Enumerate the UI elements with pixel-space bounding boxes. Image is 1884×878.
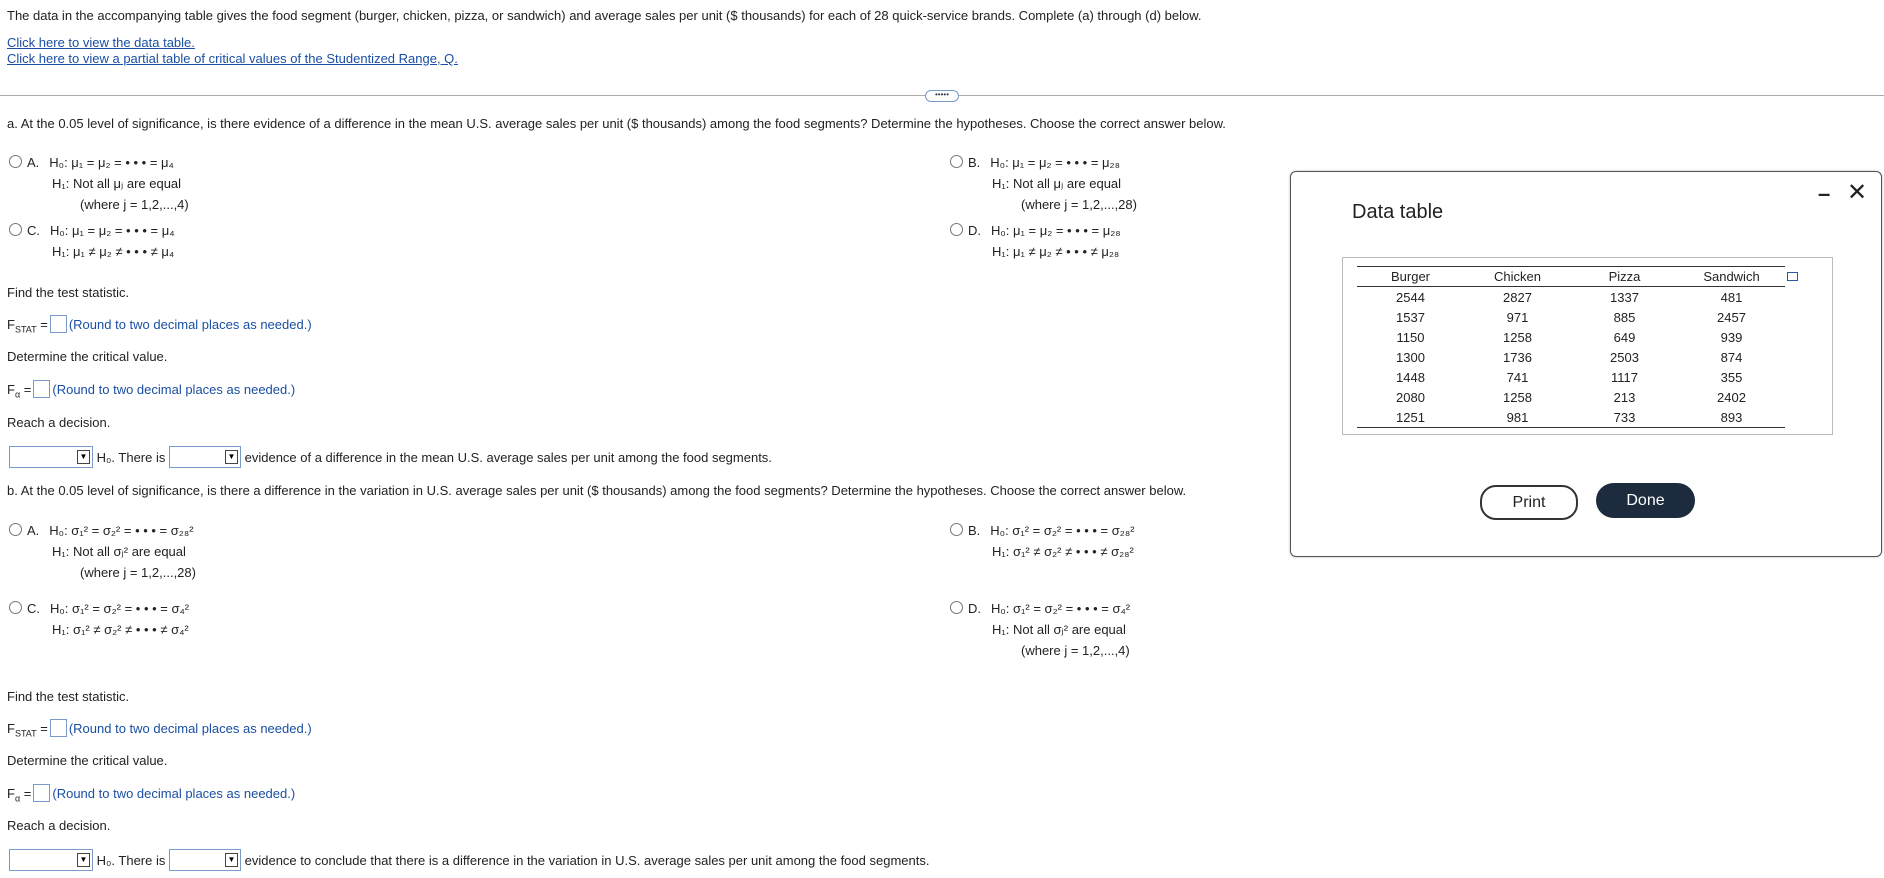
part-a-falpha-row: $F_\alpha$ = (Round to two decimal places as needed.)	[7, 382, 296, 400]
data-table-dialog	[1290, 171, 1882, 557]
falpha-input[interactable]	[33, 784, 50, 802]
part-b-decision-label: Reach a decision.	[7, 818, 111, 833]
table-cell: 1736	[1503, 349, 1532, 365]
table-cell: 649	[1613, 329, 1636, 345]
evidence-dropdown[interactable]	[169, 849, 241, 871]
table-row	[1357, 347, 1785, 367]
dropdown-arrow-icon[interactable]: ▼	[77, 450, 90, 464]
data-table	[1357, 266, 1785, 428]
table-cell: 481	[1720, 289, 1743, 305]
column-header: Burger	[1357, 267, 1464, 287]
table-cell: 2457	[1717, 309, 1746, 325]
part-b-crit-label: Determine the critical value.	[7, 753, 168, 768]
part-b-fstat-row: $F_{STAT}$ = (Round to two decimal places as needed.)	[7, 721, 312, 739]
part-b-falpha-row: $F_\alpha$ = (Round to two decimal places as needed.)	[7, 786, 296, 804]
radio-icon[interactable]	[950, 223, 963, 236]
part-a-option-a[interactable]: A. H₀: μ₁ = μ₂ = • • • = μ₄ H₁: Not all μⱼ are equal (where j = 1,2,...,4)	[9, 152, 189, 215]
table-cell: 733	[1571, 407, 1678, 428]
part-a-option-c[interactable]: C. H₀: μ₁ = μ₂ = • • • = μ₄ H₁: μ₁ ≠ μ₂ ≠ • • • ≠ μ₄	[9, 220, 175, 262]
table-cell: 1300	[1396, 349, 1425, 365]
copy-icon[interactable]	[1787, 272, 1798, 281]
table-cell: 1258	[1503, 389, 1532, 405]
dropdown-arrow-icon[interactable]: ▼	[77, 853, 90, 867]
column-header: Sandwich	[1678, 267, 1785, 287]
radio-icon[interactable]	[9, 601, 22, 614]
table-cell: 2402	[1717, 389, 1746, 405]
part-a-prompt: a. At the 0.05 level of significance, is there evidence of a difference in the mean U.S. average sales per unit ($ thousands) among the food segments? Determine the hypotheses. Choose the correct answer below.	[7, 116, 1226, 131]
table-row	[1357, 407, 1785, 428]
radio-icon[interactable]	[950, 155, 963, 168]
dropdown-arrow-icon[interactable]: ▼	[225, 450, 238, 464]
table-cell: 2503	[1610, 349, 1639, 365]
dropdown-arrow-icon[interactable]: ▼	[225, 853, 238, 867]
table-cell: 1117	[1611, 369, 1638, 385]
table-row	[1357, 327, 1785, 347]
close-icon[interactable]: ✕	[1847, 179, 1868, 206]
table-cell: 1150	[1396, 329, 1425, 345]
table-cell: 1251	[1357, 407, 1464, 428]
part-b-option-b[interactable]: B. H₀: σ₁² = σ₂² = • • • = σ₂₈² H₁: σ₁² ≠ σ₂² ≠ • • • ≠ σ₂₈²	[950, 520, 1135, 562]
radio-icon[interactable]	[950, 523, 963, 536]
part-b-prompt: b. At the 0.05 level of significance, is there a difference in the variation in U.S. average sales per unit ($ thousands) among the food segments? Determine the hypotheses. Choose the correct answer below.	[7, 483, 1187, 498]
table-cell: 874	[1720, 349, 1743, 365]
table-row	[1357, 287, 1785, 308]
table-cell: 355	[1720, 369, 1743, 385]
part-a-crit-label: Determine the critical value.	[7, 349, 168, 364]
table-cell: 2544	[1396, 289, 1425, 305]
table-cell: 213	[1613, 389, 1636, 405]
radio-icon[interactable]	[9, 523, 22, 536]
table-cell: 1448	[1396, 369, 1425, 385]
table-cell: 2080	[1396, 389, 1425, 405]
radio-icon[interactable]	[9, 155, 22, 168]
falpha-input[interactable]	[33, 380, 50, 398]
dialog-title: Data table	[1352, 201, 1444, 223]
table-row	[1357, 387, 1785, 407]
expand-toggle[interactable]: •••••	[925, 90, 959, 102]
part-b-option-d[interactable]: D. H₀: σ₁² = σ₂² = • • • = σ₄² H₁: Not all σⱼ² are equal (where j = 1,2,...,4)	[950, 598, 1130, 661]
done-button[interactable]: Done	[1596, 483, 1695, 518]
intro-text: The data in the accompanying table gives the food segment (burger, chicken, pizza, or sandwich) and average sales per unit ($ thousands) for each of 28 quick-service brands. Complete (a) through (d) below.	[7, 8, 1202, 23]
table-row	[1357, 367, 1785, 387]
table-cell: 971	[1506, 309, 1529, 325]
table-cell: 893	[1678, 407, 1785, 428]
table-cell: 981	[1464, 407, 1571, 428]
part-a-option-d[interactable]: D. H₀: μ₁ = μ₂ = • • • = μ₂₈ H₁: μ₁ ≠ μ₂ ≠ • • • ≠ μ₂₈	[950, 220, 1121, 262]
part-a-decision-label: Reach a decision.	[7, 415, 111, 430]
part-b-option-c[interactable]: C. H₀: σ₁² = σ₂² = • • • = σ₄² H₁: σ₁² ≠ σ₂² ≠ • • • ≠ σ₄²	[9, 598, 189, 640]
data-table-container	[1342, 257, 1833, 435]
column-header: Chicken	[1464, 267, 1571, 287]
table-cell: 1258	[1503, 329, 1532, 345]
part-b-option-a[interactable]: A. H₀: σ₁² = σ₂² = • • • = σ₂₈² H₁: Not all σⱼ² are equal (where j = 1,2,...,28)	[9, 520, 196, 583]
radio-icon[interactable]	[950, 601, 963, 614]
print-button[interactable]: Print	[1480, 485, 1578, 520]
table-cell: 885	[1613, 309, 1636, 325]
part-b-find-stat: Find the test statistic.	[7, 689, 130, 704]
table-cell: 939	[1720, 329, 1743, 345]
reject-dropdown[interactable]	[9, 446, 93, 468]
evidence-dropdown[interactable]	[169, 446, 241, 468]
data-table-link[interactable]: Click here to view the data table.	[7, 35, 195, 50]
table-cell: 2827	[1503, 289, 1532, 305]
fstat-input[interactable]	[50, 315, 67, 333]
radio-icon[interactable]	[9, 223, 22, 236]
critical-values-link[interactable]: Click here to view a partial table of critical values of the Studentized Range, Q.	[7, 51, 458, 66]
table-cell: 1537	[1396, 309, 1425, 325]
column-header: Pizza	[1571, 267, 1678, 287]
table-cell: 1337	[1610, 289, 1639, 305]
part-a-find-stat: Find the test statistic.	[7, 285, 130, 300]
minimize-icon[interactable]: –	[1818, 181, 1831, 206]
part-a-decision-row: ▼ H₀. There is ▼ evidence of a difference in the mean U.S. average sales per unit among the food segments.	[9, 446, 772, 468]
part-b-decision-row: ▼ H₀. There is ▼ evidence to conclude that there is a difference in the variation in U.S. average sales per unit among the food segments.	[9, 849, 929, 871]
reject-dropdown[interactable]	[9, 849, 93, 871]
table-row	[1357, 307, 1785, 327]
fstat-input[interactable]	[50, 719, 67, 737]
table-cell: 741	[1506, 369, 1529, 385]
part-a-option-b[interactable]: B. H₀: μ₁ = μ₂ = • • • = μ₂₈ H₁: Not all μⱼ are equal (where j = 1,2,...,28)	[950, 152, 1137, 215]
part-a-fstat-row: $F_{STAT}$ = (Round to two decimal places as needed.)	[7, 317, 312, 335]
